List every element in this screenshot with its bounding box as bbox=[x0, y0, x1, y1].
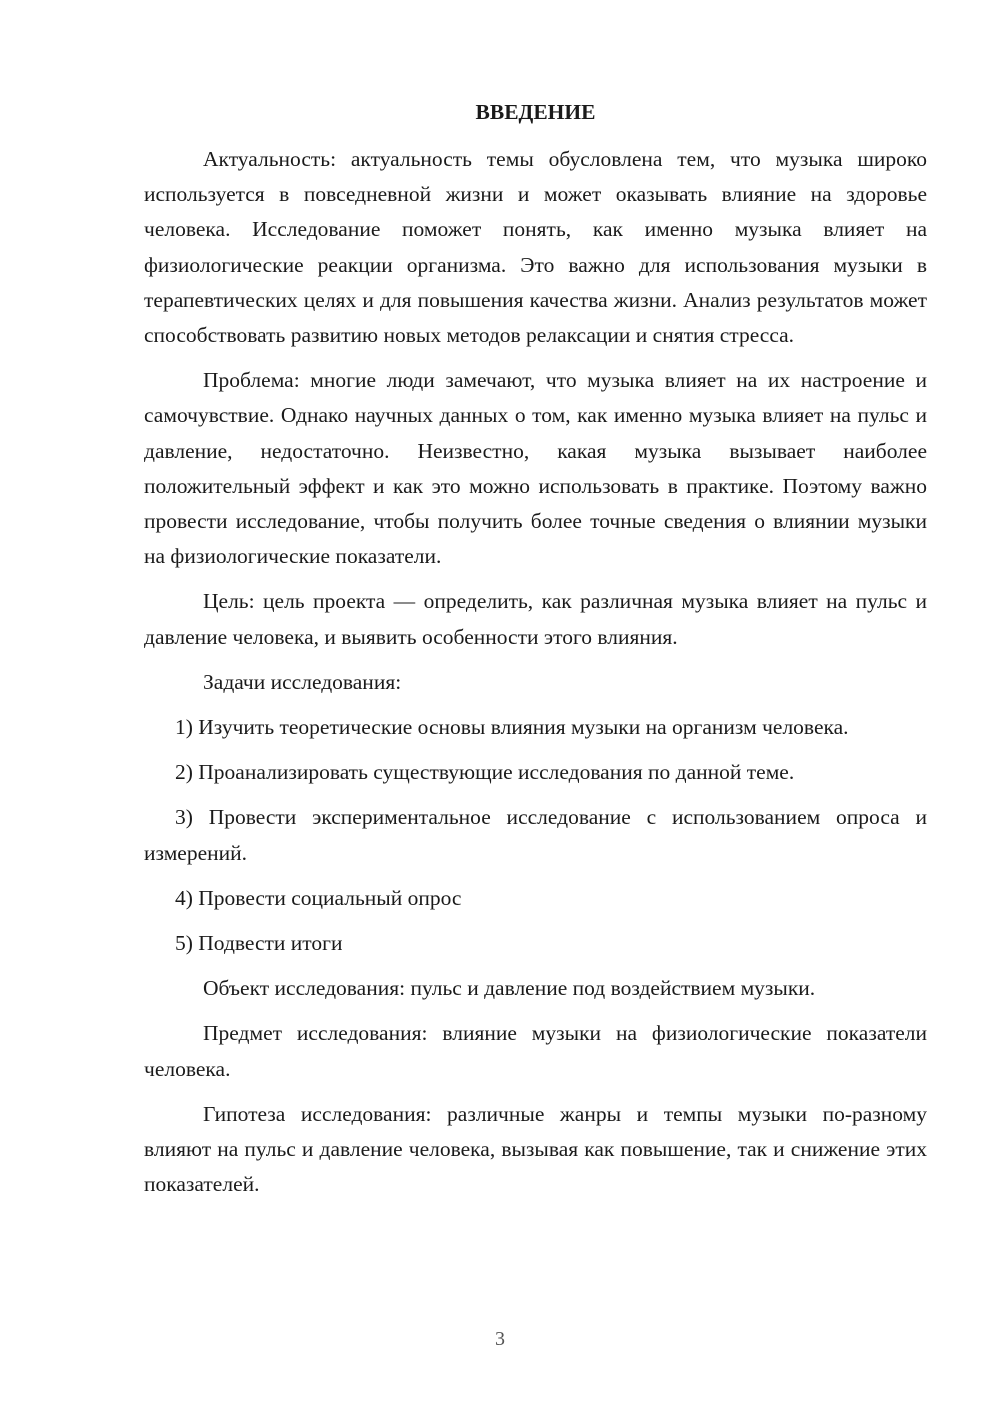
section-title: ВВЕДЕНИЕ bbox=[475, 100, 596, 124]
task-item: 2) Проанализировать существующие исследования по данной теме. bbox=[175, 760, 795, 785]
paragraph-goal: Цель: цель проекта — определить, как различная музыка влияет на пульс и давление человека, и выявить особенности этого влияния. bbox=[144, 589, 927, 649]
task-item: 3) Провести экспериментальное исследование с использованием опроса и измерений. bbox=[144, 805, 927, 865]
task-item: 1) Изучить теоретические основы влияния музыки на организм человека. bbox=[175, 715, 849, 740]
task-item: 5) Подвести итоги bbox=[175, 931, 343, 956]
task-item: 4) Провести социальный опрос bbox=[175, 885, 462, 910]
paragraph-subject: Предмет исследования: влияние музыки на физиологические показатели человека. bbox=[144, 1021, 927, 1081]
paragraph-problem: Проблема: многие люди замечают, что музыка влияет на их настроение и самочувствие. Однако научных данных о том, как именно музыка влияет на пульс и давление, недостаточно. Неизвестно, какая музыка вызывает наиболее положительный эффект и как это можно использовать в практике. Поэтому важно провести исследование, чтобы получить более точные сведения о влиянии музыки на физиологические показатели. bbox=[144, 368, 927, 569]
page-number: 3 bbox=[495, 1328, 505, 1350]
paragraph-object: Объект исследования: пульс и давление под воздействием музыки. bbox=[203, 976, 816, 1001]
tasks-list bbox=[144, 710, 927, 961]
paragraph-hypothesis: Гипотеза исследования: различные жанры и темпы музыки по-разному влияют на пульс и давление человека, вызывая как повышение, так и снижение этих показателей. bbox=[144, 1101, 927, 1197]
tasks-heading: Задачи исследования: bbox=[203, 669, 402, 694]
paragraph-relevance: Актуальность: актуальность темы обусловлена тем, что музыка широко используется в повседневной жизни и может оказывать влияние на здоровье человека. Исследование поможет понять, как именно музыка влияет на физиологические реакции организма. Это важно для использования музыки в терапевтических целях и для повышения качества жизни. Анализ результатов может способствовать развитию новых методов релаксации и снятия стресса. bbox=[144, 147, 927, 348]
document-page bbox=[144, 95, 927, 1212]
